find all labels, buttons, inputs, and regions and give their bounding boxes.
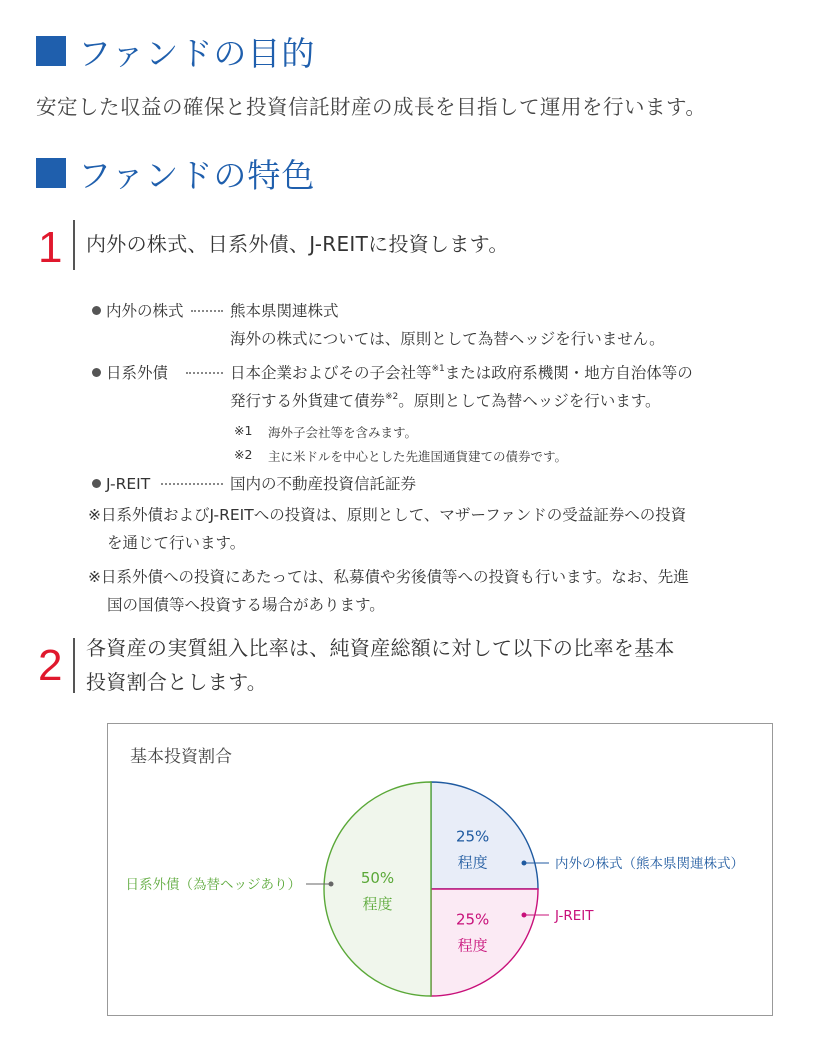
bullet-dot [92, 479, 101, 488]
item-desc-stocks-1: 熊本県関連株式 [230, 302, 339, 320]
note-2-line-1: ※日系外債への投資にあたっては、私募債や劣後債等への投資も行います。なお、先進 [88, 568, 689, 586]
feature2-line-2: 投資割合とします。 [86, 670, 268, 694]
feature2-line-1: 各資産の実質組入比率は、純資産総額に対して以下の比率を基本 [86, 636, 675, 660]
note-1-line-1: ※日系外債およびJ-REITへの投資は、原則として、マザーファンドの受益証券への投資 [88, 506, 687, 524]
feature-number-2: 2 [38, 641, 63, 690]
bonds-text-2b: 。原則として為替ヘッジを行います。 [398, 392, 661, 410]
footnote-mark-1: ※1 [431, 364, 445, 374]
item-desc-jreit: 国内の不動産投資信託証券 [230, 475, 417, 493]
feature1-title: 内外の株式、日系外債、J-REITに投資します。 [86, 232, 509, 256]
features-heading: ファンドの特色 [78, 156, 316, 195]
pie-slice-3 [324, 782, 431, 996]
slice-percent-label: 50% [360, 869, 395, 887]
item-label-jreit: J-REIT [106, 475, 151, 493]
dotted-leader [191, 310, 223, 312]
purpose-text: 安定した収益の確保と投資信託財産の成長を目指して運用を行います。 [36, 95, 707, 119]
item-label-stocks: 内外の株式 [106, 302, 184, 320]
footnote-1-text: 海外子会社等を含みます。 [268, 425, 418, 440]
bullet-dot [92, 306, 101, 315]
footnote-2-text: 主に米ドルを中心とした先進国通貨建ての債券です。 [268, 449, 568, 464]
item-desc-stocks-2: 海外の株式については、原則として為替ヘッジを行いません。 [230, 330, 665, 348]
slice-approx-label: 程度 [457, 853, 488, 872]
feature-divider [73, 638, 75, 693]
bonds-text-1a: 日本企業およびその子会社等 [230, 364, 432, 382]
footnote-mark-2: ※2 [385, 392, 399, 402]
dotted-leader [161, 483, 223, 485]
bullet-dot [92, 368, 101, 377]
feature-divider [73, 220, 75, 270]
legend-dot [329, 882, 334, 887]
footnote-2-mark: ※2 [234, 447, 253, 462]
legend-label-stocks: 内外の株式（熊本県関連株式） [555, 856, 744, 872]
note-2-line-2: 国の国債等へ投資する場合があります。 [107, 596, 385, 614]
note-1-line-2: を通じて行います。 [107, 534, 246, 552]
purpose-heading: ファンドの目的 [78, 34, 316, 73]
legend-label-jreit: J-REIT [555, 908, 594, 924]
item-label-bonds: 日系外債 [106, 364, 169, 382]
dotted-leader [186, 372, 223, 374]
bonds-text-1b: または政府系機関・地方自治体等の [444, 364, 693, 382]
allocation-pie-chart [108, 724, 772, 1015]
slice-approx-label: 程度 [362, 895, 393, 913]
slice-percent-label: 25% [455, 910, 490, 929]
slice-approx-label: 程度 [457, 936, 488, 955]
footnote-1-mark: ※1 [234, 423, 253, 438]
allocation-chart-panel [107, 723, 773, 1016]
bonds-text-2a: 発行する外貨建て債券 [230, 392, 386, 410]
heading-square-icon [36, 158, 66, 188]
item-desc-bonds-1 [230, 359, 693, 387]
item-desc-bonds-2 [230, 387, 661, 415]
feature-number-1: 1 [38, 223, 63, 272]
heading-square-icon [36, 36, 66, 66]
legend-label-bonds: 日系外債（為替ヘッジあり） [125, 877, 301, 893]
chart-title: 基本投資割合 [130, 747, 232, 767]
slice-percent-label: 25% [455, 827, 490, 846]
